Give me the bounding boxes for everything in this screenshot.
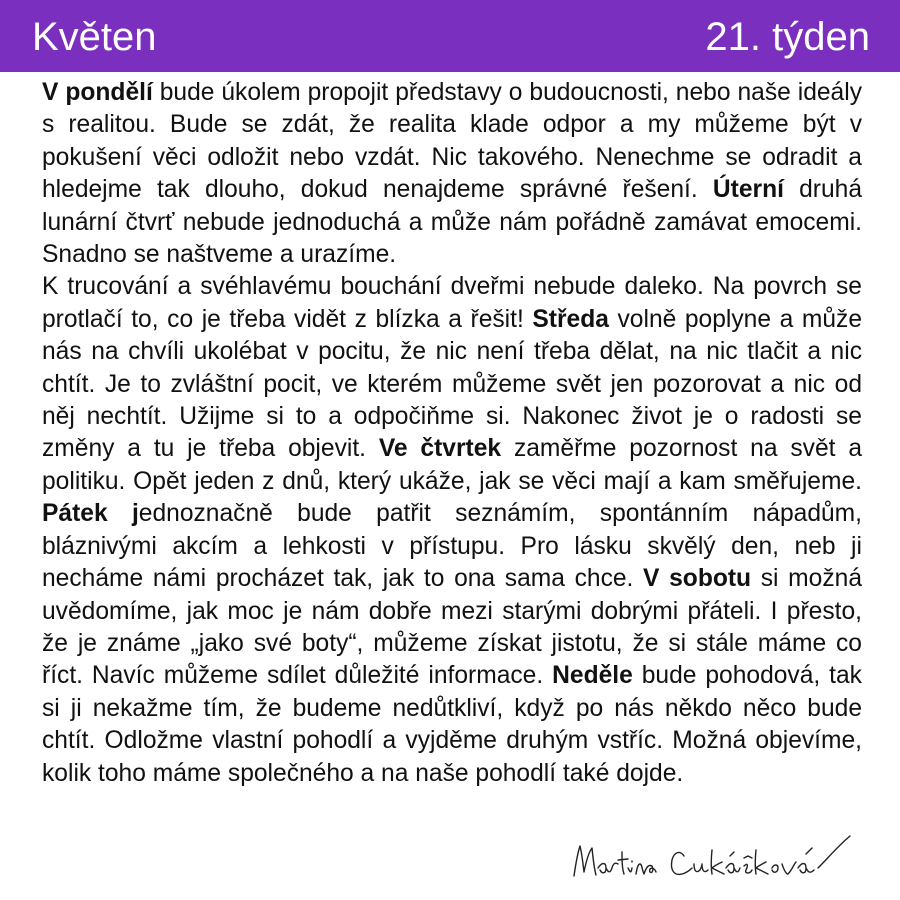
text-run: druhá lunární čtvrť nebude jednoduchá a může nám pořádně zamávat emocemi. Snadno se naštveme a urazíme.: [42, 176, 863, 269]
signature-icon: [566, 828, 886, 888]
day-label-tuesday: Úterní: [712, 176, 784, 204]
week-number: 21. týden: [705, 15, 870, 59]
day-label-wednesday: Středa: [532, 305, 609, 333]
page-header: [0, 0, 900, 72]
day-label-monday: V pondělí: [42, 79, 153, 106]
horoscope-text: [42, 77, 862, 790]
text-run: K trucování a svéhlavému bouchání dveřmi nebude daleko. Na povrch se protlačí to, co je třeba vidět z blízka a řešit!: [42, 273, 862, 333]
paragraph-1: [42, 77, 862, 271]
text-run: ednoznačně bude patřit seznámím, spontánním nápadům, bláznivými akcím a lehkosti v přístupu. Pro lásku skvělý den, neb ji necháme námi procházet tak, jak to ona sama chce.: [42, 500, 862, 593]
text-run: bude pohodová, tak si ji nekažme tím, že budeme nedůtkliví, když po nás někdo něco bude chtít. Odložme vlastní pohodlí a vyjděme druhým vstříc. Možná objevíme, kolik toho máme společného a na naše pohodlí také dojde.: [42, 662, 862, 787]
paragraph-2: [42, 271, 862, 790]
day-label-friday: Pátek j: [42, 500, 139, 528]
day-label-thursday: Ve čtvrtek: [378, 435, 502, 463]
month-title: Květen: [32, 15, 157, 59]
text-run: bude úkolem propojit představy o budoucnosti, nebo naše ideály s realitou. Bude se zdát, že realita klade odpor a my můžeme být v pokušení věci odložit nebo vzdát. Nic takového. Nenechme se odradit a hledejme tak dlouho, dokud nenajdeme správné řešení.: [42, 79, 862, 204]
text-run: si možná uvědomíme, jak moc je nám dobře mezi starými dobrými přáteli. I přesto, že je známe „jako své boty“, můžeme získat jistotu, že si stále máme co říct. Navíc můžeme sdílet důležité informace.: [42, 565, 862, 690]
day-label-saturday: V sobotu: [643, 565, 752, 593]
author-signature: [566, 828, 886, 888]
text-run: zaměřme pozornost na svět a politiku. Opět jeden z dnů, který ukáže, jak se věci mají a kam směřujeme.: [42, 435, 862, 495]
text-run: volně poplyne a může nás na chvíli ukolébat v pocitu, že nic není třeba dělat, na nic tlačit a nic chtít. Je to zvláštní pocit, ve kterém můžeme svět jen pozorovat a nic od něj nechtít. Užijme si to a odpočiňme si. Nakonec život je o radosti se změny a tu je třeba objevit.: [42, 305, 862, 463]
day-label-sunday: Neděle: [552, 662, 633, 690]
